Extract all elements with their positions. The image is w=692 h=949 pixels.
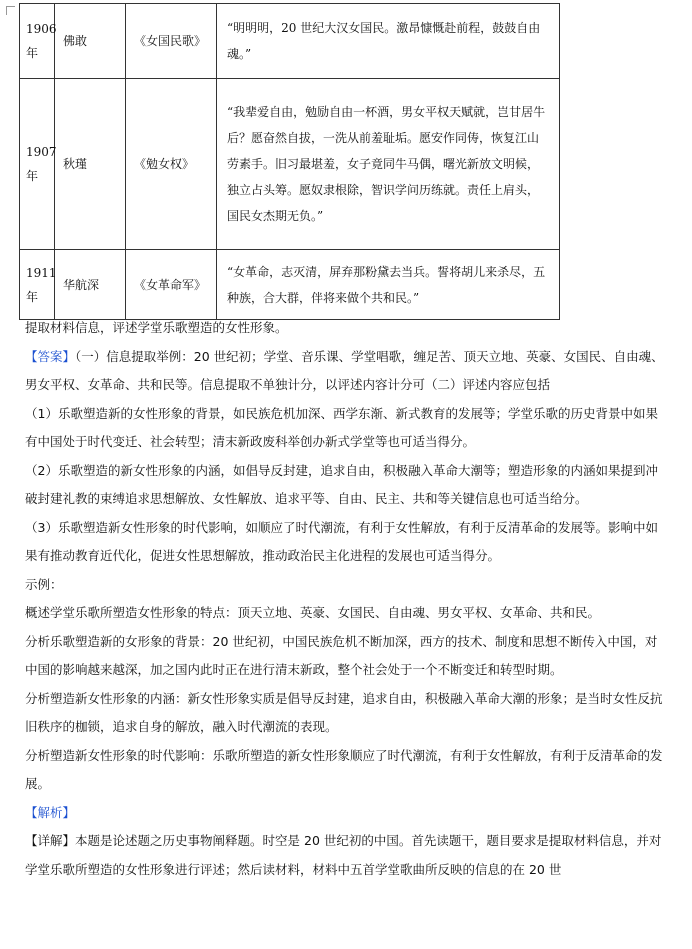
poem-table (19, 3, 560, 320)
analysis-heading (25, 799, 665, 828)
year-cell: 1906 年 (20, 4, 55, 79)
answer-tag: 【答案】 (25, 348, 76, 364)
example-label: 示例： (25, 576, 63, 592)
lyrics-cell: “我辈爱自由，勉励自由一杯酒，男女平权天赋就，岂甘居牛后？愿奋然自拔，一洗从前羞耻垢。愿安作同俦，恢复江山劳素手。旧习最堪羞，女子竟同牛马偶，曙光新放文明候，独立占头筹。愿奴隶根除，智识学问历练就。责任上肩头，国民女杰期无负。” (217, 79, 560, 250)
author-cell: 秋瑾 (55, 79, 126, 250)
detail-tag: 【详解】 (25, 833, 76, 848)
table-row (20, 250, 560, 320)
table-row (20, 79, 560, 250)
example-1: 概述学堂乐歌所塑造女性形象的特点：顶天立地、英豪、女国民、自由魂、男女平权、女革命、共和民。 (25, 605, 601, 620)
answer-point-2: （2）乐歌塑造的新女性形象的内涵，如倡导反封建，追求自由，积极融入革命大潮等；塑造形象的内涵如果提到冲破封建礼教的束缚追求思想解放、女性解放、追求平等、自由、民主、共和等关键信息也可适当给分。 (25, 462, 658, 506)
detail-paragraph (25, 827, 665, 884)
example-3: 分析塑造新女性形象的内涵：新女性形象实质是倡导反封建，追求自由，积极融入革命大潮的形象；是当时女性反抗旧秩序的枷锁，追求自身的解放，融入时代潮流的表现。 (25, 690, 663, 734)
detail-text: 本题是论述题之历史事物阐释题。时空是 20 世纪初的中国。首先读题干，题目要求是提取材料信息，并对学堂乐歌所塑造的女性形象进行评述；然后读材料，材料中五首学堂歌曲所反映的信息的在 20 世 (25, 833, 662, 877)
answer-point-3: （3）乐歌塑造新女性形象的时代影响，如顺应了时代潮流，有利于女性解放，有利于反清革命的发展等。影响中如果有推动教育近代化，促进女性思想解放，推动政治民主化进程的发展也可适当得分。 (25, 519, 658, 563)
work-cell: 《女国民歌》 (126, 4, 217, 79)
year-cell: 1907 年 (20, 79, 55, 250)
author-cell: 佛敢 (55, 4, 126, 79)
author-cell: 华航深 (55, 250, 126, 320)
example-2: 分析乐歌塑造新的女形象的背景：20 世纪初，中国民族危机不断加深，西方的技术、制度和思想不断传入中国，对中国的影响越来越深，加之国内此时正在进行清末新政，整个社会处于一个不断变迁和转型时期。 (25, 633, 658, 677)
question-text: 提取材料信息，评述学堂乐歌塑造的女性形象。 (25, 320, 288, 335)
work-cell: 《女革命军》 (126, 250, 217, 320)
lyrics-cell: “女革命，志灭清，屏弃那粉黛去当兵。誓将胡儿来杀尽，五种族，合大群，伴将来做个共和民。” (217, 250, 560, 320)
table-row (20, 4, 560, 79)
work-cell: 《勉女权》 (126, 79, 217, 250)
year-cell: 1911 年 (20, 250, 55, 320)
analysis-tag: 【解析】 (25, 804, 76, 820)
answer-point-1: （1）乐歌塑造新的女性形象的背景，如民族危机加深、西学东渐、新式教育的发展等；学堂乐歌的历史背景中如果有中国处于时代变迁、社会转型；清末新政废科举创办新式学堂等也可适当得分。 (25, 405, 658, 449)
example-4: 分析塑造新女性形象的时代影响：乐歌所塑造的新女性形象顺应了时代潮流，有利于女性解放，有利于反清革命的发展。 (25, 747, 663, 791)
page-corner-mark (6, 6, 15, 15)
lyrics-cell: “明明明，20 世纪大汉女国民。激昂慷慨赴前程，鼓鼓自由魂。” (217, 4, 560, 79)
answer-section (25, 314, 665, 884)
answer-intro (25, 343, 665, 400)
answer-line1: （一）信息提取举例：20 世纪初；学堂、音乐课、学堂唱歌，缠足苦、顶天立地、英豪、女国民、自由魂、男女平权、女革命、共和民等。信息提取不单独计分，以评述内容计分可（二）评述内容应包括 (25, 348, 664, 392)
